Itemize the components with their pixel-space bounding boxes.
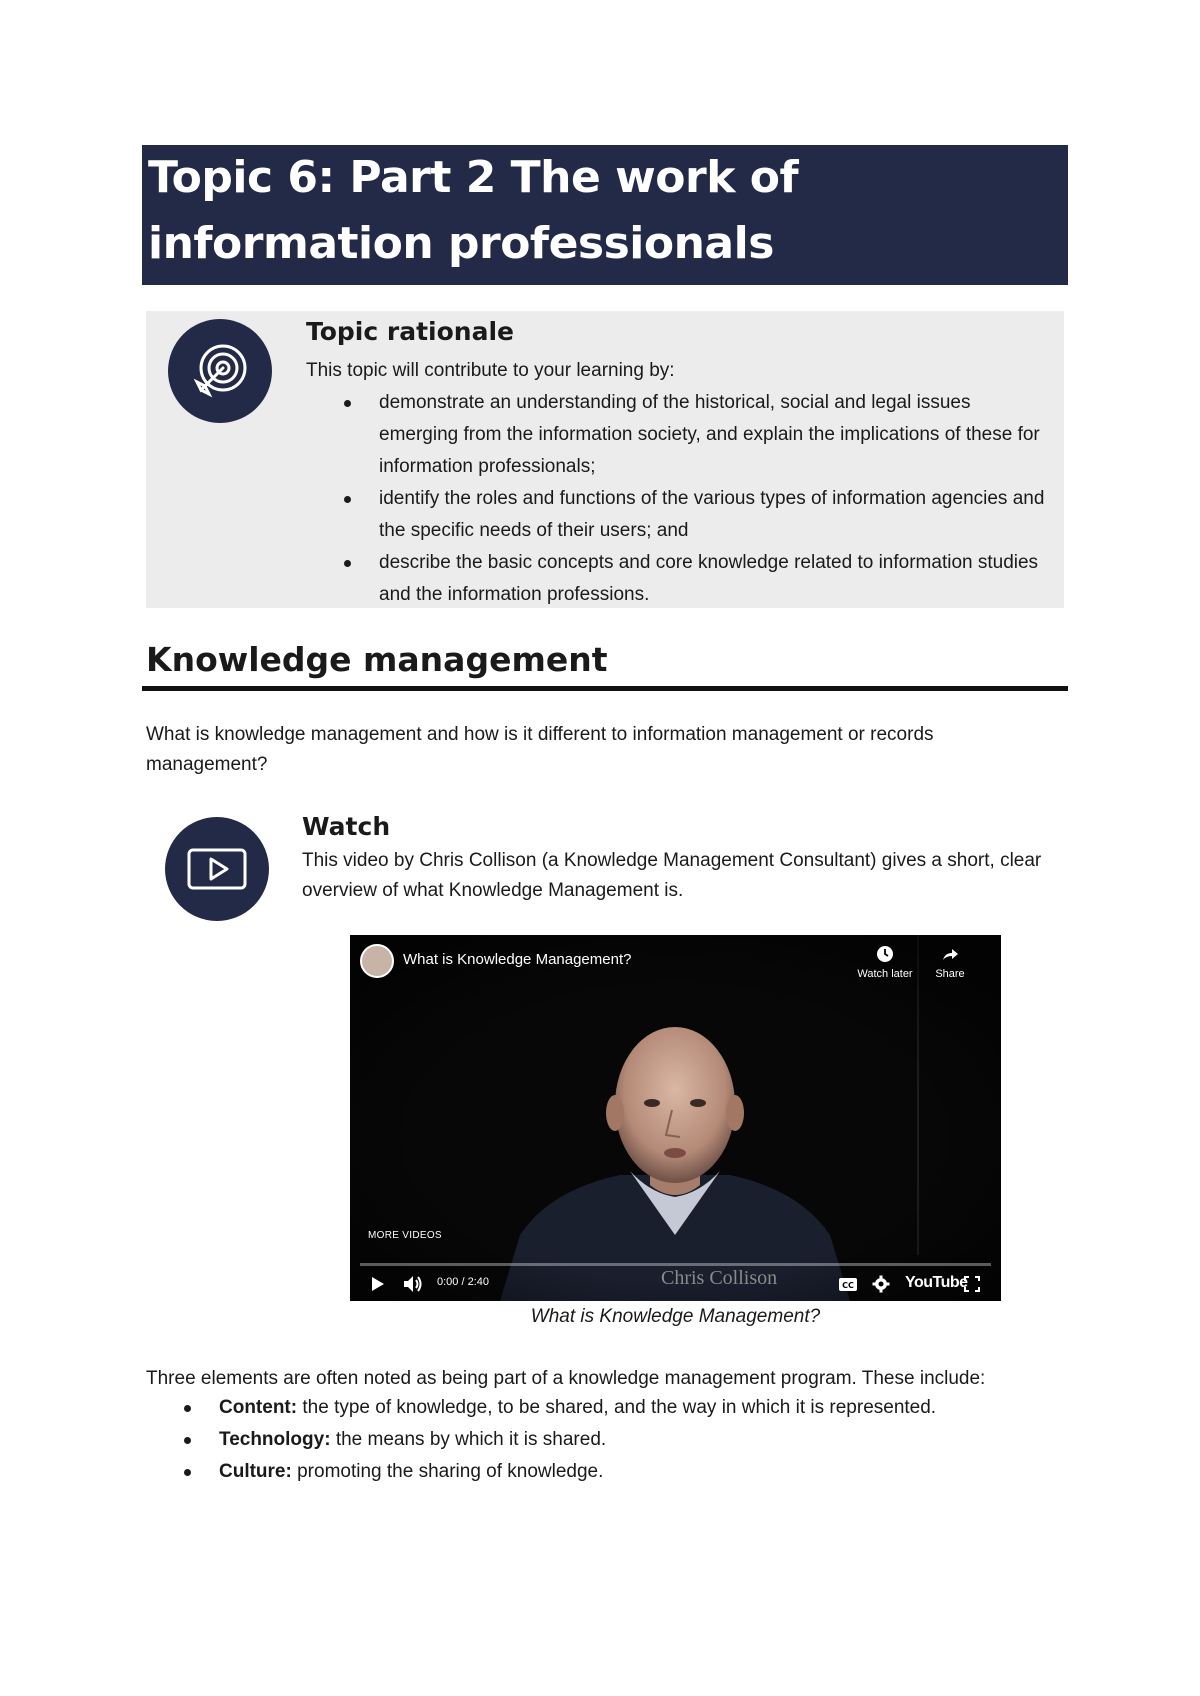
rationale-heading: Topic rationale bbox=[306, 317, 514, 346]
avatar[interactable] bbox=[360, 944, 394, 978]
watch-heading: Watch bbox=[302, 812, 391, 841]
gear-icon[interactable] bbox=[872, 1275, 890, 1293]
element-desc: the means by which it is shared. bbox=[330, 1429, 607, 1450]
share-label: Share bbox=[935, 968, 965, 980]
svg-text:CC: CC bbox=[842, 1281, 854, 1290]
list-item bbox=[146, 1392, 1086, 1424]
title-banner bbox=[142, 145, 1068, 285]
rationale-list bbox=[306, 387, 1046, 611]
time-display: 0:00 / 2:40 bbox=[437, 1276, 489, 1288]
element-desc: promoting the sharing of knowledge. bbox=[291, 1461, 604, 1482]
share-icon bbox=[941, 945, 959, 963]
elements-list bbox=[146, 1392, 1086, 1488]
progress-bar[interactable] bbox=[360, 1263, 991, 1266]
play-icon bbox=[165, 817, 269, 921]
target-icon bbox=[168, 319, 272, 423]
youtube-logo[interactable]: YouTube bbox=[905, 1274, 968, 1291]
section-divider bbox=[142, 686, 1068, 691]
captions-icon[interactable] bbox=[838, 1277, 858, 1292]
video-player[interactable] bbox=[350, 935, 1001, 1301]
video-controls bbox=[350, 1267, 1001, 1301]
watch-later-label: Watch later bbox=[857, 968, 913, 980]
page-title: Topic 6: Part 2 The work of information professionals bbox=[148, 152, 799, 269]
play-button-icon[interactable] bbox=[370, 1275, 386, 1293]
topic-rationale-box bbox=[146, 311, 1064, 608]
rationale-intro: This topic will contribute to your learning by: bbox=[306, 360, 675, 381]
list-item: demonstrate an understanding of the historical, social and legal issues emerging from the information society, and explain the implications of these for information professionals; bbox=[306, 387, 1046, 483]
watch-description: This video by Chris Collison (a Knowledge Management Consultant) gives a short, clear overview of what Knowledge Management is. bbox=[302, 850, 1042, 901]
list-item: identify the roles and functions of the various types of information agencies and the specific needs of their users; and bbox=[306, 483, 1046, 547]
volume-icon[interactable] bbox=[402, 1274, 424, 1294]
elements-intro: Three elements are often noted as being part of a knowledge management program. These include: bbox=[146, 1368, 986, 1389]
video-watermark: Chris Collison bbox=[661, 1267, 778, 1289]
video-caption: What is Knowledge Management? bbox=[530, 1306, 821, 1327]
list-item: describe the basic concepts and core knowledge related to information studies and the information professions. bbox=[306, 547, 1046, 611]
element-term: Technology: bbox=[219, 1429, 331, 1450]
more-videos-button[interactable]: MORE VIDEOS bbox=[368, 1230, 442, 1241]
share-button[interactable] bbox=[915, 945, 985, 980]
list-item bbox=[146, 1456, 1086, 1488]
watch-later-button[interactable] bbox=[850, 945, 920, 980]
element-desc: the type of knowledge, to be shared, and the way in which it is represented. bbox=[297, 1397, 937, 1418]
section-heading: Knowledge management bbox=[146, 640, 608, 679]
element-term: Content: bbox=[219, 1397, 298, 1418]
fullscreen-icon[interactable] bbox=[964, 1276, 980, 1292]
video-top-bar bbox=[350, 935, 1001, 995]
video-title[interactable]: What is Knowledge Management? bbox=[403, 951, 632, 968]
list-item bbox=[146, 1424, 1086, 1456]
section-intro: What is knowledge management and how is it different to information management or records management? bbox=[146, 724, 934, 775]
clock-icon bbox=[876, 945, 894, 963]
element-term: Culture: bbox=[219, 1461, 292, 1482]
